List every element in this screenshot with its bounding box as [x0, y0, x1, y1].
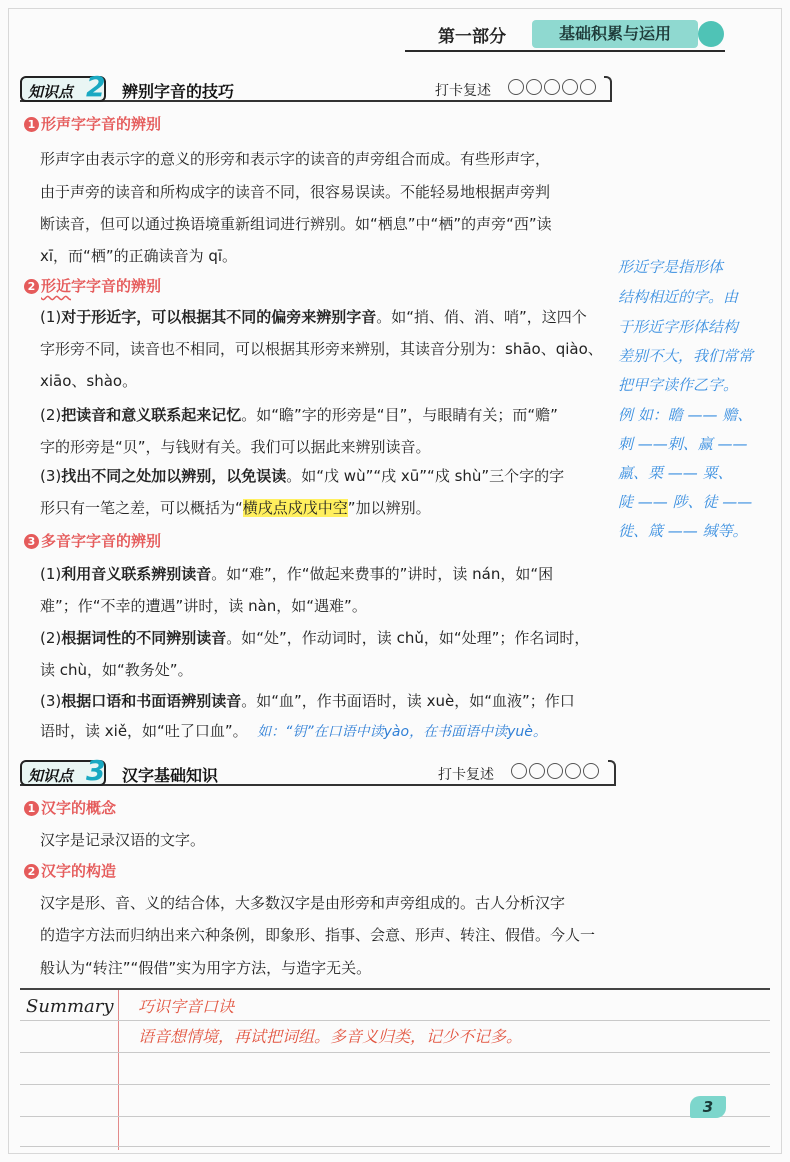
knowledge-badge: 知识点 2 — [20, 76, 106, 102]
paragraph-line: 语时，读 xiě，如“吐了口血”。 如：“钥”在口语中读yào，在书面语中读yuè。 — [40, 722, 547, 740]
summary-rule — [20, 1020, 770, 1021]
header-section-tab: 基础积累与运用 — [532, 20, 698, 48]
summary-handwritten-text: 语音想情境，再试把词组。多音义归类，记少不记多。 — [138, 1027, 523, 1046]
paragraph-line: xiāo、shào。 — [40, 372, 138, 390]
paragraph-line: xī，而“栖”的正确读音为 qī。 — [40, 247, 238, 265]
summary-rule — [20, 1084, 770, 1085]
checkin-circle[interactable] — [580, 79, 596, 95]
highlighted-mnemonic: 横戌点戍戊中空 — [242, 499, 348, 517]
checkin-circle[interactable] — [508, 79, 524, 95]
paragraph-line: 字的形旁是“贝”，与钱财有关。我们可以据此来辨别读音。 — [40, 438, 431, 456]
side-note-line: 羸、栗 —— 粟、 — [618, 464, 733, 482]
summary-handwritten-title: 巧识字音口诀 — [138, 997, 235, 1016]
paragraph-line: 的造字方法而归纳出来六种条例，即象形、指事、会意、形声、转注、假借。今人一 — [40, 926, 596, 944]
section-heading-hanzi-2: 2 汉字的构造 — [24, 860, 116, 881]
header-rule — [405, 50, 725, 52]
paragraph-line: 字形旁不同，读音也不相同，可以根据其形旁来辨别，其读音分别为：shāo、qiào、 — [40, 340, 603, 358]
checkin-circle[interactable] — [562, 79, 578, 95]
paragraph-line: 由于声旁的读音和所构成字的读音不同，很容易误读。不能轻易地根据声旁判 — [40, 183, 551, 201]
checkin-circle[interactable] — [583, 763, 599, 779]
checkin-circles — [511, 763, 599, 779]
summary-rule — [20, 1116, 770, 1117]
side-note-line: 陡 —— 陟、徒 —— — [618, 493, 753, 511]
header-dot-icon — [698, 21, 724, 47]
paragraph-line: (1)对于形近字，可以根据其不同的偏旁来辨别字音。如“捎、俏、消、哨”，这四个 — [40, 308, 587, 326]
side-note-line: 结构相近的字。由 — [618, 288, 739, 306]
knowledge-title: 辨别字音的技巧 — [122, 82, 235, 101]
knowledge-point-3-bar — [20, 754, 616, 787]
paragraph-line: 断读音，但可以通过换语境重新组词进行辨别。如“栖息”中“栖”的声旁“西”读 — [40, 215, 552, 233]
checkin-circle[interactable] — [565, 763, 581, 779]
checkin-circle[interactable] — [544, 79, 560, 95]
section-heading-2: 2 形近字字音的辨别 — [24, 275, 161, 296]
side-note-line: 把甲字读作乙字。 — [618, 376, 739, 394]
knowledge-point-2-bar — [20, 70, 612, 103]
handwritten-note: 如：“钥”在口语中读yào，在书面语中读yuè。 — [257, 724, 547, 740]
header-part-label: 第一部分 — [438, 27, 506, 47]
checkin-label: 打卡复述 — [435, 83, 491, 99]
section-heading-hanzi-1: 1 汉字的概念 — [24, 797, 116, 818]
summary-rule — [20, 1146, 770, 1147]
summary-top-rule — [20, 988, 770, 990]
section-heading-3: 3 多音字字音的辨别 — [24, 530, 161, 551]
side-note-line: 徙、箴 —— 缄等。 — [618, 522, 748, 540]
side-note-line: 例 如：瞻 —— 赡、 — [618, 406, 753, 424]
page-number: 3 — [690, 1096, 726, 1118]
paragraph-line: 形声字由表示字的意义的形旁和表示字的读音的声旁组合而成。有些形声字， — [40, 150, 551, 168]
checkin-circles — [508, 79, 596, 95]
knowledge-number: 2 — [86, 70, 106, 103]
paragraph-line: (3)根据口语和书面语辨别读音。如“血”，作书面语时，读 xuè，如“血液”；作口 — [40, 692, 575, 710]
knowledge-badge: 知识点 3 — [20, 760, 106, 786]
checkin-circle[interactable] — [547, 763, 563, 779]
paragraph-line: (2)把读音和意义联系起来记忆。如“瞻”字的形旁是“目”，与眼睛有关；而“赡” — [40, 406, 558, 424]
paragraph-line: 读 chù，如“教务处”。 — [40, 661, 193, 679]
paragraph-line: (1)利用音义联系辨别读音。如“难”，作“做起来费事的”讲时，读 nán，如“困 — [40, 565, 554, 583]
summary-label: Summary — [26, 996, 114, 1017]
checkin-circle[interactable] — [511, 763, 527, 779]
side-note-line: 于形近字形体结构 — [618, 318, 739, 336]
paragraph-line: (3)找出不同之处加以辨别，以免误读。如“戊 wù”“戌 xū”“戍 shù”三个字的字 — [40, 467, 565, 485]
summary-rule — [20, 1052, 770, 1053]
knowledge-number: 3 — [86, 754, 106, 787]
summary-margin-line — [118, 990, 119, 1150]
paragraph-line: 般认为“转注”“假借”实为用字方法，与造字无关。 — [40, 959, 372, 977]
paragraph-line: 形只有一笔之差，可以概括为“横戌点戍戊中空”加以辨别。 — [40, 499, 431, 517]
section-heading-1: 1 形声字字音的辨别 — [24, 113, 161, 134]
paragraph-line: (2)根据词性的不同辨别读音。如“处”，作动词时，读 chǔ，如“处理”；作名词时， — [40, 629, 590, 647]
side-note-line: 差别不大，我们常常 — [618, 347, 754, 365]
knowledge-title: 汉字基础知识 — [122, 766, 219, 785]
checkin-circle[interactable] — [526, 79, 542, 95]
side-note-line: 刺 ——剌、赢 —— — [618, 435, 748, 453]
paragraph-line: 难”；作“不幸的遭遇”讲时，读 nàn，如“遇难”。 — [40, 597, 367, 615]
checkin-circle[interactable] — [529, 763, 545, 779]
paragraph-line: 汉字是形、音、义的结合体，大多数汉字是由形旁和声旁组成的。古人分析汉字 — [40, 894, 566, 912]
paragraph-line: 汉字是记录汉语的文字。 — [40, 831, 206, 849]
side-note-line: 形近字是指形体 — [618, 258, 724, 276]
checkin-label: 打卡复述 — [438, 767, 494, 783]
